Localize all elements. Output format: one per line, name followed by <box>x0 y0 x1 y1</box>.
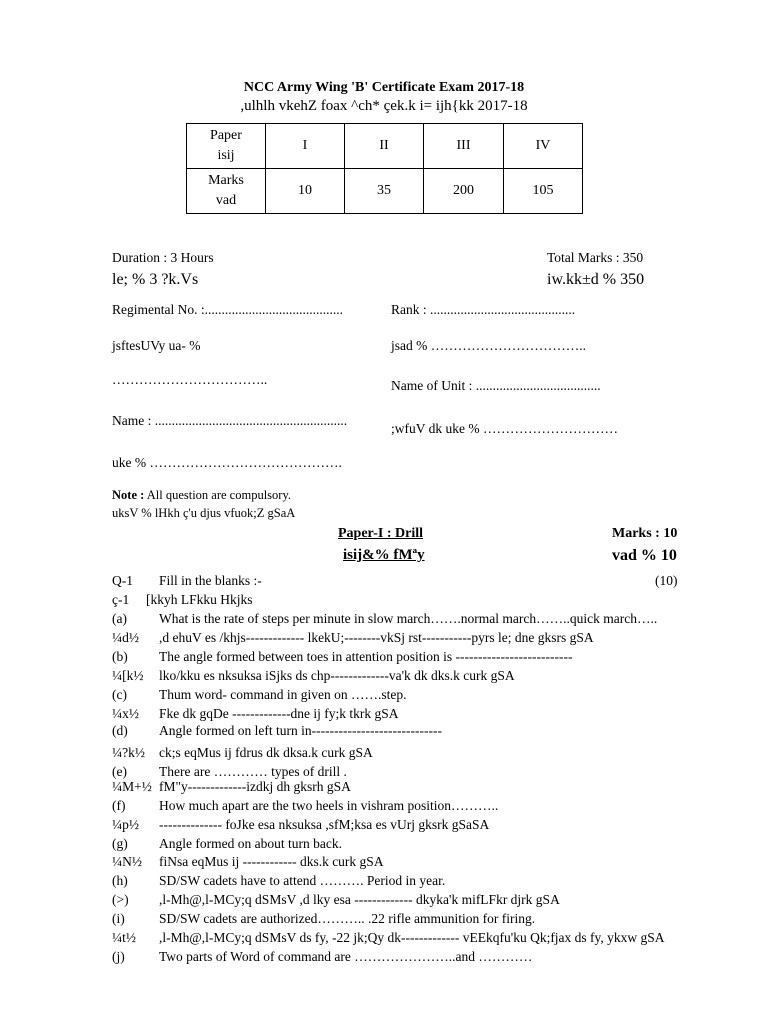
note <box>112 488 291 503</box>
item-label: (a) <box>112 611 127 626</box>
row-label-paper-hi: isij <box>217 148 235 163</box>
question-number: Q-1 <box>112 573 133 588</box>
exam-subtitle-hindi: ,ulhlh vkehZ foax ^ch* çek.k i= ijh{kk 2017-18 <box>240 98 528 114</box>
item-text: -------------- foJke esa nksuksa ,sfM;ksa es vUrj gksrk gSaSA <box>159 817 490 832</box>
table-row-marks <box>187 169 583 214</box>
item-label: ¼[k½ <box>112 668 144 683</box>
item-text: fM"y-------------izdkj dh gksrh gSA <box>159 779 351 794</box>
row-label-marks <box>187 169 266 214</box>
unit-name-field-hi: ;wfuV dk uke % ………………………… <box>391 421 618 436</box>
item-text: Two parts of Word of command are …………………..and ………… <box>159 949 533 964</box>
paper-title-hi: isij&% fMªy <box>343 547 425 563</box>
item-label: (g) <box>112 836 128 851</box>
name-field: Name : ......................................................... <box>112 413 348 428</box>
paper-title: Paper-I : Drill <box>338 526 424 541</box>
row-label-paper <box>187 124 266 169</box>
note-text: All question are compulsory. <box>144 488 292 502</box>
item-text: The angle formed between toes in attention position is -------------------------- <box>159 649 573 664</box>
row-label-marks-en: Marks <box>208 173 244 188</box>
question-marks: (10) <box>655 573 678 588</box>
regimental-no-field: Regimental No. :......................................... <box>112 302 343 317</box>
table-row-paper <box>187 124 583 169</box>
question-number-hi: ç-1 <box>112 592 130 607</box>
item-text: fiNsa eqMus ij ------------ dks.k curk gSA <box>159 854 384 869</box>
question-text-hi: [kkyh LFkku Hkjks <box>146 592 253 607</box>
item-text: ck;s eqMus ij fdrus dk dksa.k curk gSA <box>159 745 373 760</box>
item-label: ¼M+½ <box>112 779 152 794</box>
marks-table <box>186 123 583 214</box>
item-text: Thum word- command in given on …….step. <box>159 687 407 702</box>
regimental-no-field-hi: jsftesUVy ua- % <box>112 338 201 353</box>
item-label: ¼p½ <box>112 817 139 832</box>
dots-line: …………………………….. <box>112 372 268 387</box>
item-label: ¼x½ <box>112 706 139 721</box>
note-text-hi: uksV % lHkh ç'u djus vfuok;Z gSaA <box>112 506 296 520</box>
row-label-marks-hi: vad <box>215 193 237 208</box>
item-label: ¼d½ <box>112 630 139 645</box>
item-label: (e) <box>112 764 127 779</box>
item-text: ,l-Mh@,l-MCy;q dSMsV ds fy, -22 jk;Qy dk------------- vEEkqfu'ku Qk;fjax ds fy, ykxw gSA <box>159 930 665 945</box>
item-text: lko/kku es nksuksa iSjks ds chp-------------va'k dk dks.k curk gSA <box>159 668 515 683</box>
rank-field-hi: jsad % …………………………….. <box>391 338 586 353</box>
paper-4: IV <box>504 124 583 169</box>
exam-title: NCC Army Wing 'B' Certificate Exam 2017-18 <box>243 80 525 95</box>
item-label: (h) <box>112 873 128 888</box>
rank-field: Rank : ........................................... <box>391 302 576 317</box>
item-text: SD/SW cadets are authorized……….. .22 rifle ammunition for firing. <box>159 911 536 926</box>
item-label: ¼t½ <box>112 930 137 945</box>
item-text: Angle formed on about turn back. <box>159 836 342 851</box>
item-label: (f) <box>112 798 126 813</box>
row-label-paper-en: Paper <box>210 128 242 143</box>
marks-paper-1: 10 <box>266 169 345 214</box>
item-text: Angle formed on left turn in----------------------------- <box>159 723 442 738</box>
unit-name-field: Name of Unit : ..................................... <box>391 378 601 393</box>
paper-2: II <box>345 124 424 169</box>
paper-1: I <box>266 124 345 169</box>
item-label: (d) <box>112 723 128 738</box>
paper-marks-hi: vad % 10 <box>612 547 677 564</box>
item-label: (j) <box>112 949 125 964</box>
marks-paper-4: 105 <box>504 169 583 214</box>
duration-hi: le; % 3 ?k.Vs <box>112 271 199 288</box>
item-text: ,d ehuV es /khjs------------- lkekU;--------vkSj rst-----------pyrs le; dne gksrs gSA <box>159 630 594 645</box>
marks-paper-2: 35 <box>345 169 424 214</box>
item-label: (i) <box>112 911 125 926</box>
item-label: (b) <box>112 649 128 664</box>
item-text: Fke dk gqDe -------------dne ij fy;k tkrk gSA <box>159 706 399 721</box>
item-text: SD/SW cadets have to attend ………. Period in year. <box>159 873 446 888</box>
item-label: ¼N½ <box>112 854 142 869</box>
item-label: ¼?k½ <box>112 745 145 760</box>
item-label: (c) <box>112 687 127 702</box>
item-label: (>) <box>112 892 129 907</box>
total-marks-en: Total Marks : 350 <box>547 250 644 265</box>
total-marks-hi: iw.kk±d % 350 <box>547 271 645 288</box>
item-text: What is the rate of steps per minute in slow march…….normal march……..quick march….. <box>159 611 658 626</box>
item-text: How much apart are the two heels in vishram position……….. <box>159 798 499 813</box>
duration-en: Duration : 3 Hours <box>112 250 214 265</box>
marks-paper-3: 200 <box>424 169 504 214</box>
item-text: There are ………… types of drill . <box>159 764 347 779</box>
paper-marks: Marks : 10 <box>612 526 678 541</box>
item-text: ,l-Mh@,l-MCy;q dSMsV ,d lky esa ------------- dkyka'k mifLFkr djrk gSA <box>159 892 560 907</box>
question-text: Fill in the blanks :- <box>159 573 262 588</box>
name-field-hi: uke % ……………………………………. <box>112 455 342 470</box>
paper-3: III <box>424 124 504 169</box>
note-label: Note : <box>112 488 145 502</box>
